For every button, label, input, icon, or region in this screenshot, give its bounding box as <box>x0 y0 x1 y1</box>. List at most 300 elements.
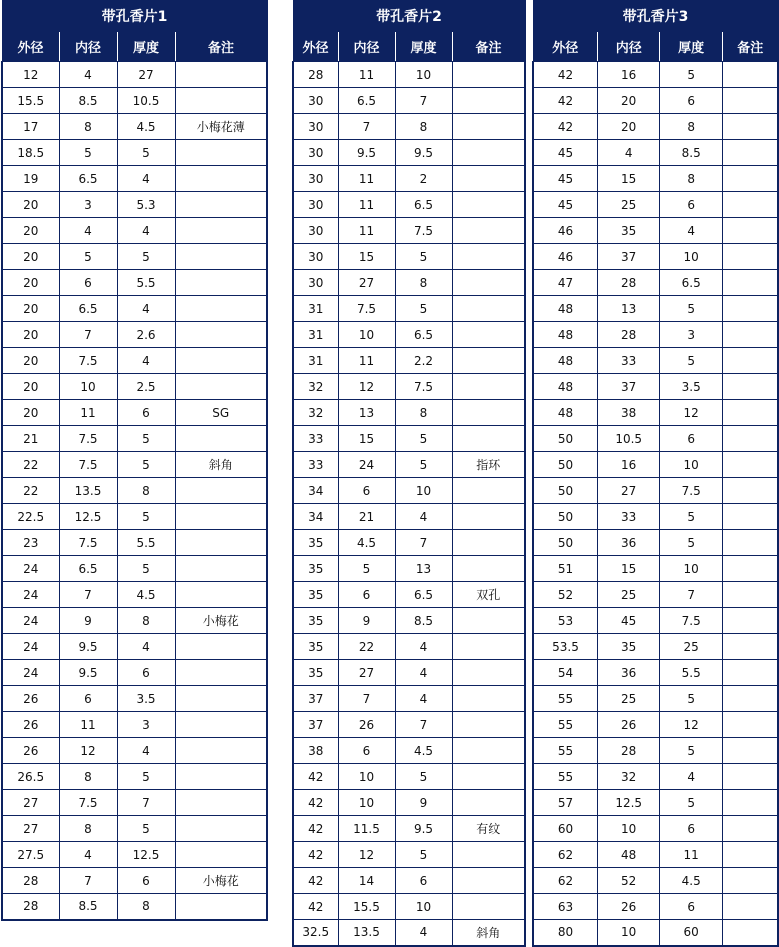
remarks-cell <box>722 712 778 738</box>
thickness-cell: 4 <box>117 218 175 244</box>
outer-diameter-cell: 20 <box>2 348 59 374</box>
remarks-cell <box>175 218 267 244</box>
thickness-cell: 2.6 <box>117 322 175 348</box>
outer-diameter-cell: 31 <box>293 348 338 374</box>
remarks-cell <box>722 348 778 374</box>
outer-diameter-cell: 55 <box>533 738 597 764</box>
inner-diameter-cell: 35 <box>597 634 659 660</box>
remarks-cell <box>722 894 778 920</box>
inner-diameter-cell: 4.5 <box>338 530 395 556</box>
remarks-cell <box>452 244 525 270</box>
outer-diameter-cell: 20 <box>2 192 59 218</box>
table-row <box>293 322 525 348</box>
thickness-cell: 8 <box>117 894 175 920</box>
table-row <box>2 478 267 504</box>
table-title: 带孔香片1 <box>2 1 267 32</box>
remarks-cell: 双孔 <box>452 582 525 608</box>
thickness-cell: 4 <box>395 686 452 712</box>
outer-diameter-cell: 37 <box>293 686 338 712</box>
inner-diameter-cell: 26 <box>597 894 659 920</box>
thickness-cell: 5 <box>395 452 452 478</box>
remarks-cell <box>722 244 778 270</box>
thickness-cell: 8 <box>395 400 452 426</box>
table-row <box>533 478 778 504</box>
outer-diameter-cell: 50 <box>533 426 597 452</box>
inner-diameter-cell: 28 <box>597 738 659 764</box>
outer-diameter-cell: 42 <box>293 894 338 920</box>
inner-diameter-cell: 7 <box>59 322 117 348</box>
outer-diameter-cell: 34 <box>293 478 338 504</box>
remarks-cell <box>452 660 525 686</box>
table-row <box>293 790 525 816</box>
inner-diameter-cell: 6 <box>59 686 117 712</box>
inner-diameter-cell: 10 <box>59 374 117 400</box>
thickness-cell: 5 <box>660 530 722 556</box>
thickness-cell: 10 <box>395 478 452 504</box>
inner-diameter-cell: 15 <box>597 556 659 582</box>
remarks-cell <box>175 660 267 686</box>
thickness-cell: 6.5 <box>395 582 452 608</box>
table-row <box>293 400 525 426</box>
thickness-cell: 7.5 <box>660 478 722 504</box>
outer-diameter-cell: 42 <box>293 790 338 816</box>
inner-diameter-cell: 6 <box>338 738 395 764</box>
inner-diameter-cell: 25 <box>597 582 659 608</box>
remarks-cell <box>452 296 525 322</box>
remarks-cell <box>722 738 778 764</box>
inner-diameter-cell: 45 <box>597 608 659 634</box>
inner-diameter-cell: 11 <box>338 192 395 218</box>
table-row <box>533 426 778 452</box>
thickness-cell: 13 <box>395 556 452 582</box>
remarks-cell <box>722 920 778 946</box>
table-row <box>293 62 525 88</box>
outer-diameter-cell: 24 <box>2 556 59 582</box>
table-row <box>533 868 778 894</box>
table-row <box>533 244 778 270</box>
remarks-cell <box>452 478 525 504</box>
outer-diameter-cell: 42 <box>293 764 338 790</box>
thickness-cell: 6.5 <box>660 270 722 296</box>
thickness-cell: 5 <box>117 244 175 270</box>
inner-diameter-cell: 28 <box>597 322 659 348</box>
inner-diameter-cell: 13.5 <box>59 478 117 504</box>
thickness-cell: 27 <box>117 62 175 88</box>
inner-diameter-cell: 7.5 <box>59 790 117 816</box>
remarks-cell <box>722 140 778 166</box>
outer-diameter-cell: 48 <box>533 348 597 374</box>
outer-diameter-cell: 46 <box>533 244 597 270</box>
thickness-cell: 5 <box>395 296 452 322</box>
thickness-cell: 6 <box>395 868 452 894</box>
outer-diameter-cell: 30 <box>293 218 338 244</box>
remarks-cell <box>722 608 778 634</box>
remarks-cell: 小梅花 <box>175 608 267 634</box>
table-row <box>2 322 267 348</box>
thickness-cell: 4.5 <box>117 114 175 140</box>
column-header-remarks: 备注 <box>722 32 778 62</box>
inner-diameter-cell: 10 <box>338 764 395 790</box>
thickness-cell: 4 <box>660 218 722 244</box>
outer-diameter-cell: 42 <box>293 816 338 842</box>
thickness-cell: 5 <box>117 764 175 790</box>
thickness-cell: 5 <box>660 790 722 816</box>
inner-diameter-cell: 12.5 <box>59 504 117 530</box>
column-header-thickness: 厚度 <box>395 32 452 62</box>
remarks-cell <box>452 894 525 920</box>
inner-diameter-cell: 7.5 <box>59 530 117 556</box>
remarks-cell <box>175 634 267 660</box>
remarks-cell <box>175 322 267 348</box>
table-row <box>533 192 778 218</box>
outer-diameter-cell: 12 <box>2 62 59 88</box>
table-row <box>2 582 267 608</box>
outer-diameter-cell: 31 <box>293 322 338 348</box>
thickness-cell: 9.5 <box>395 816 452 842</box>
thickness-cell: 3 <box>117 712 175 738</box>
inner-diameter-cell: 7 <box>59 868 117 894</box>
outer-diameter-cell: 57 <box>533 790 597 816</box>
inner-diameter-cell: 6 <box>338 582 395 608</box>
remarks-cell <box>452 348 525 374</box>
remarks-cell <box>175 478 267 504</box>
inner-diameter-cell: 8 <box>59 764 117 790</box>
remarks-cell <box>452 842 525 868</box>
table-row <box>293 114 525 140</box>
outer-diameter-cell: 33 <box>293 452 338 478</box>
inner-diameter-cell: 9.5 <box>59 634 117 660</box>
inner-diameter-cell: 25 <box>597 686 659 712</box>
thickness-cell: 8 <box>395 114 452 140</box>
outer-diameter-cell: 20 <box>2 270 59 296</box>
inner-diameter-cell: 12.5 <box>597 790 659 816</box>
table-row <box>533 374 778 400</box>
thickness-cell: 4 <box>117 348 175 374</box>
remarks-cell <box>452 114 525 140</box>
inner-diameter-cell: 7.5 <box>59 426 117 452</box>
inner-diameter-cell: 36 <box>597 530 659 556</box>
table-row <box>293 582 525 608</box>
table-row <box>293 452 525 478</box>
outer-diameter-cell: 22 <box>2 478 59 504</box>
table-row <box>533 88 778 114</box>
outer-diameter-cell: 62 <box>533 868 597 894</box>
inner-diameter-cell: 28 <box>597 270 659 296</box>
inner-diameter-cell: 12 <box>59 738 117 764</box>
table-row <box>293 296 525 322</box>
thickness-cell: 2.2 <box>395 348 452 374</box>
inner-diameter-cell: 9 <box>338 608 395 634</box>
remarks-cell <box>452 192 525 218</box>
table-row <box>533 140 778 166</box>
thickness-cell: 10 <box>395 894 452 920</box>
inner-diameter-cell: 6.5 <box>59 556 117 582</box>
outer-diameter-cell: 19 <box>2 166 59 192</box>
remarks-cell <box>452 634 525 660</box>
thickness-cell: 6.5 <box>395 192 452 218</box>
table-row <box>293 192 525 218</box>
inner-diameter-cell: 6.5 <box>338 88 395 114</box>
thickness-cell: 8 <box>660 166 722 192</box>
thickness-cell: 3 <box>660 322 722 348</box>
inner-diameter-cell: 11 <box>59 400 117 426</box>
outer-diameter-cell: 28 <box>293 62 338 88</box>
inner-diameter-cell: 10 <box>338 790 395 816</box>
outer-diameter-cell: 24 <box>2 660 59 686</box>
table-row <box>2 868 267 894</box>
table-row <box>533 504 778 530</box>
table-row <box>293 348 525 374</box>
remarks-cell <box>722 842 778 868</box>
outer-diameter-cell: 20 <box>2 244 59 270</box>
table-row <box>2 374 267 400</box>
inner-diameter-cell: 4 <box>59 218 117 244</box>
inner-diameter-cell: 7.5 <box>338 296 395 322</box>
outer-diameter-cell: 18.5 <box>2 140 59 166</box>
outer-diameter-cell: 21 <box>2 426 59 452</box>
table-row <box>533 738 778 764</box>
inner-diameter-cell: 22 <box>338 634 395 660</box>
table-row <box>533 296 778 322</box>
outer-diameter-cell: 27 <box>2 790 59 816</box>
table-row <box>533 764 778 790</box>
outer-diameter-cell: 53 <box>533 608 597 634</box>
table-row <box>533 712 778 738</box>
column-header-outer-diameter: 外径 <box>2 32 59 62</box>
table-title: 带孔香片3 <box>533 1 778 32</box>
outer-diameter-cell: 50 <box>533 504 597 530</box>
thickness-cell: 7 <box>117 790 175 816</box>
outer-diameter-cell: 28 <box>2 868 59 894</box>
remarks-cell: 小梅花薄 <box>175 114 267 140</box>
outer-diameter-cell: 42 <box>293 842 338 868</box>
table-row <box>2 348 267 374</box>
inner-diameter-cell: 7 <box>338 686 395 712</box>
table-row <box>533 790 778 816</box>
column-header-thickness: 厚度 <box>117 32 175 62</box>
inner-diameter-cell: 4 <box>59 842 117 868</box>
table-row <box>2 192 267 218</box>
remarks-cell <box>722 270 778 296</box>
thickness-cell: 6 <box>660 894 722 920</box>
remarks-cell <box>722 530 778 556</box>
thickness-cell: 5.5 <box>117 530 175 556</box>
inner-diameter-cell: 16 <box>597 62 659 88</box>
table-row <box>2 140 267 166</box>
inner-diameter-cell: 10 <box>338 322 395 348</box>
table-row <box>293 738 525 764</box>
outer-diameter-cell: 34 <box>293 504 338 530</box>
inner-diameter-cell: 52 <box>597 868 659 894</box>
thickness-cell: 8.5 <box>395 608 452 634</box>
outer-diameter-cell: 32.5 <box>293 920 338 946</box>
table-row <box>2 530 267 556</box>
outer-diameter-cell: 28 <box>2 894 59 920</box>
inner-diameter-cell: 5 <box>59 244 117 270</box>
table-2 <box>292 0 526 947</box>
column-header-outer-diameter: 外径 <box>533 32 597 62</box>
outer-diameter-cell: 30 <box>293 140 338 166</box>
outer-diameter-cell: 20 <box>2 296 59 322</box>
remarks-cell <box>452 166 525 192</box>
thickness-cell: 4 <box>660 764 722 790</box>
remarks-cell <box>175 166 267 192</box>
remarks-cell <box>175 140 267 166</box>
thickness-cell: 25 <box>660 634 722 660</box>
table-row <box>533 634 778 660</box>
remarks-cell <box>175 738 267 764</box>
thickness-cell: 5 <box>117 426 175 452</box>
remarks-cell <box>175 712 267 738</box>
table-row <box>2 712 267 738</box>
outer-diameter-cell: 26 <box>2 712 59 738</box>
table-row <box>2 790 267 816</box>
outer-diameter-cell: 46 <box>533 218 597 244</box>
outer-diameter-cell: 20 <box>2 322 59 348</box>
remarks-cell: 斜角 <box>175 452 267 478</box>
remarks-cell <box>452 686 525 712</box>
remarks-cell <box>722 764 778 790</box>
inner-diameter-cell: 13 <box>597 296 659 322</box>
remarks-cell <box>722 504 778 530</box>
thickness-cell: 12 <box>660 400 722 426</box>
thickness-cell: 5 <box>395 244 452 270</box>
thickness-cell: 6 <box>117 868 175 894</box>
remarks-cell <box>722 374 778 400</box>
table-row <box>293 426 525 452</box>
thickness-cell: 6 <box>660 426 722 452</box>
table-row <box>533 608 778 634</box>
outer-diameter-cell: 26 <box>2 738 59 764</box>
thickness-cell: 7 <box>395 88 452 114</box>
outer-diameter-cell: 53.5 <box>533 634 597 660</box>
inner-diameter-cell: 5 <box>338 556 395 582</box>
table-row <box>2 764 267 790</box>
outer-diameter-cell: 45 <box>533 192 597 218</box>
table-row <box>2 686 267 712</box>
remarks-cell <box>722 868 778 894</box>
thickness-cell: 4 <box>395 634 452 660</box>
outer-diameter-cell: 30 <box>293 192 338 218</box>
inner-diameter-cell: 33 <box>597 348 659 374</box>
thickness-cell: 5.5 <box>117 270 175 296</box>
inner-diameter-cell: 33 <box>597 504 659 530</box>
inner-diameter-cell: 20 <box>597 88 659 114</box>
thickness-cell: 5 <box>395 842 452 868</box>
table-row <box>293 764 525 790</box>
outer-diameter-cell: 24 <box>2 608 59 634</box>
table-row <box>533 400 778 426</box>
outer-diameter-cell: 50 <box>533 530 597 556</box>
outer-diameter-cell: 51 <box>533 556 597 582</box>
table-row <box>293 868 525 894</box>
table-row <box>533 686 778 712</box>
remarks-cell <box>722 582 778 608</box>
thickness-cell: 6 <box>660 816 722 842</box>
remarks-cell <box>452 426 525 452</box>
remarks-cell <box>722 62 778 88</box>
table-row <box>533 530 778 556</box>
remarks-cell <box>452 62 525 88</box>
outer-diameter-cell: 35 <box>293 608 338 634</box>
table-row <box>2 426 267 452</box>
inner-diameter-cell: 26 <box>338 712 395 738</box>
table-row <box>293 244 525 270</box>
remarks-cell <box>722 218 778 244</box>
thickness-cell: 5 <box>660 296 722 322</box>
table-row <box>2 452 267 478</box>
column-header-inner-diameter: 内径 <box>338 32 395 62</box>
inner-diameter-cell: 9 <box>59 608 117 634</box>
thickness-cell: 2.5 <box>117 374 175 400</box>
outer-diameter-cell: 48 <box>533 322 597 348</box>
outer-diameter-cell: 50 <box>533 478 597 504</box>
outer-diameter-cell: 27 <box>2 816 59 842</box>
thickness-cell: 5 <box>660 504 722 530</box>
inner-diameter-cell: 11 <box>338 166 395 192</box>
remarks-cell <box>175 764 267 790</box>
table-title: 带孔香片2 <box>293 1 525 32</box>
table-row <box>293 218 525 244</box>
remarks-cell <box>175 296 267 322</box>
outer-diameter-cell: 17 <box>2 114 59 140</box>
outer-diameter-cell: 32 <box>293 374 338 400</box>
remarks-cell <box>175 88 267 114</box>
column-header-thickness: 厚度 <box>660 32 722 62</box>
thickness-cell: 8 <box>660 114 722 140</box>
outer-diameter-cell: 42 <box>533 62 597 88</box>
outer-diameter-cell: 42 <box>293 868 338 894</box>
thickness-cell: 4 <box>117 296 175 322</box>
outer-diameter-cell: 47 <box>533 270 597 296</box>
remarks-cell <box>175 244 267 270</box>
table-row <box>293 608 525 634</box>
table-row <box>533 842 778 868</box>
inner-diameter-cell: 36 <box>597 660 659 686</box>
thickness-cell: 5.5 <box>660 660 722 686</box>
outer-diameter-cell: 37 <box>293 712 338 738</box>
outer-diameter-cell: 48 <box>533 400 597 426</box>
table-row <box>2 62 267 88</box>
remarks-cell <box>722 452 778 478</box>
table-row <box>293 270 525 296</box>
remarks-cell <box>175 348 267 374</box>
remarks-cell: SG <box>175 400 267 426</box>
thickness-cell: 2 <box>395 166 452 192</box>
remarks-cell <box>452 868 525 894</box>
remarks-cell <box>452 608 525 634</box>
outer-diameter-cell: 62 <box>533 842 597 868</box>
thickness-cell: 8 <box>117 478 175 504</box>
outer-diameter-cell: 26 <box>2 686 59 712</box>
outer-diameter-cell: 60 <box>533 816 597 842</box>
remarks-cell <box>452 88 525 114</box>
remarks-cell <box>452 738 525 764</box>
remarks-cell <box>722 556 778 582</box>
thickness-cell: 4 <box>117 634 175 660</box>
inner-diameter-cell: 6 <box>338 478 395 504</box>
inner-diameter-cell: 8.5 <box>59 88 117 114</box>
inner-diameter-cell: 11 <box>338 348 395 374</box>
table-row <box>533 920 778 946</box>
thickness-cell: 6 <box>117 400 175 426</box>
remarks-cell <box>175 62 267 88</box>
thickness-cell: 7 <box>660 582 722 608</box>
table-row <box>533 452 778 478</box>
outer-diameter-cell: 27.5 <box>2 842 59 868</box>
remarks-cell: 斜角 <box>452 920 525 946</box>
remarks-cell <box>175 426 267 452</box>
